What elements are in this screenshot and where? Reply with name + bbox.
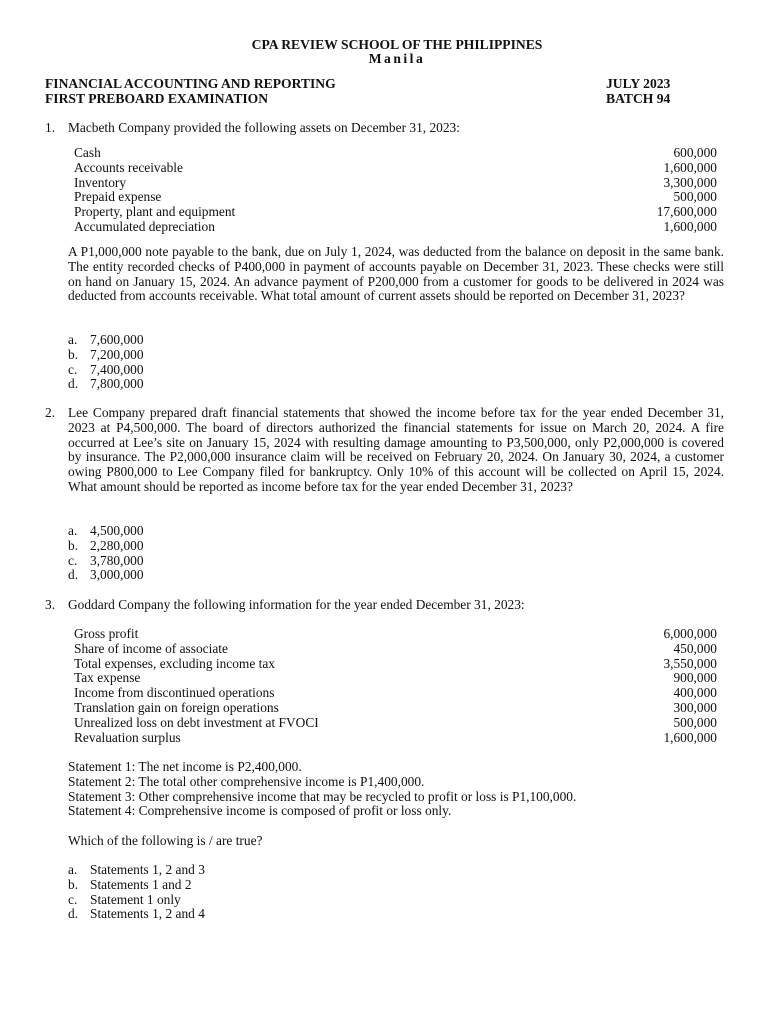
item-row [74,731,717,746]
question-number: 1. [45,120,56,135]
option-letter: c. [68,891,78,907]
item-label: Accounts receivable [74,159,183,175]
option-text: 4,500,000 [90,523,144,538]
item-value: 3,550,000 [663,655,717,671]
question-number: 3. [45,597,56,612]
option-text: Statements 1, 2 and 3 [90,862,205,877]
school-city: Manila [368,51,426,66]
option-letter: c. [68,552,78,568]
item-row [74,205,717,220]
answer-option[interactable] [68,554,144,569]
item-row [74,176,717,191]
item-value: 600,000 [673,145,717,160]
option-letter: c. [68,361,78,377]
statement: Statement 4: Comprehensive income is composed of profit or loss only. [68,803,452,819]
item-label: Unrealized loss on debt investment at FVOCI [74,714,319,730]
item-row [74,686,717,701]
option-text: Statements 1 and 2 [90,876,192,892]
statement: Statement 3: Other comprehensive income that may be recycled to profit or loss is P1,100,000. [68,788,577,804]
exam-header-right [606,77,670,107]
statement: Statement 2: The total other comprehensive income is P1,400,000. [68,773,425,789]
question-1-items [74,146,717,235]
option-letter: b. [68,876,79,892]
item-value: 1,600,000 [663,159,717,175]
answer-option[interactable] [68,907,205,922]
option-text: Statement 1 only [90,891,181,907]
item-label: Income from discontinued operations [74,685,275,701]
item-label: Total expenses, excluding income tax [74,655,275,671]
option-letter: a. [68,332,78,347]
question-number: 2. [45,405,56,420]
option-text: 7,400,000 [90,361,144,377]
question-3-prompt: Which of the following is / are true? [68,833,263,848]
option-text: 7,200,000 [90,346,144,362]
item-row [74,161,717,176]
option-text: 2,280,000 [90,537,144,553]
answer-option[interactable] [68,863,205,878]
question-2-options [68,524,144,583]
item-row [74,190,717,205]
item-value: 17,600,000 [656,204,717,220]
answer-option[interactable] [68,878,205,893]
question-1-options [68,333,144,392]
answer-option[interactable] [68,333,144,348]
item-value: 400,000 [673,685,717,701]
item-row [74,642,717,657]
item-value: 300,000 [673,699,717,715]
item-label: Gross profit [74,626,139,641]
item-label: Inventory [74,174,127,190]
option-text: 7,600,000 [90,332,144,347]
item-value: 900,000 [673,670,717,686]
option-text: 7,800,000 [90,376,144,392]
question-3-statements [68,760,724,819]
question-text: Lee Company prepared draft financial statements that showed the income before tax for the year ended December 31, 2023 at P4,500,000. The board of directors authorized the financial statements for issue on March 20, 2024. A fire occurred at Lee’s site on January 15, 2024 with resulting damage amounting to P3,500,000, only P2,000,000 is covered by insurance. The P2,000,000 insurance claim will be received on February 20, 2024. On January 30, 2024, a customer owing P800,000 to Lee Company filed for bankruptcy. Only 10% of this account will be collected on April 15, 2024. What amount should be reported as income before tax for the year ended December 31, 2023? [68,405,724,494]
question-1-body: A P1,000,000 note payable to the bank, due on July 1, 2024, was deducted from the balance on deposit in the same bank. The entity recorded checks of P400,000 in payment of accounts payable on December 31, 2023. These checks were still on hand on January 15, 2024. An advance payment of P200,000 from a customer for goods to be delivered in 2024 was deducted from accounts receivable. What total amount of current assets should be reported on December 31, 2023? [68,244,724,304]
question-text: Goddard Company the following information for the year ended December 31, 2023: [68,597,525,612]
subject-title: FINANCIAL ACCOUNTING AND REPORTING [45,76,336,91]
item-row [74,657,717,672]
item-row [74,220,717,235]
item-label: Cash [74,145,101,160]
item-label: Revaluation surplus [74,729,181,745]
option-letter: b. [68,346,79,362]
question-text: Macbeth Company provided the following assets on December 31, 2023: [68,120,460,135]
item-value: 500,000 [673,189,717,205]
item-label: Accumulated depreciation [74,218,215,234]
item-value: 3,300,000 [663,174,717,190]
exam-batch: BATCH 94 [606,91,671,106]
item-label: Prepaid expense [74,189,162,205]
answer-option[interactable] [68,363,144,378]
answer-option[interactable] [68,524,144,539]
item-label: Property, plant and equipment [74,204,236,220]
item-value: 1,600,000 [663,729,717,745]
item-row [74,146,717,161]
answer-option[interactable] [68,568,144,583]
statement: Statement 1: The net income is P2,400,000. [68,759,302,774]
item-row [74,716,717,731]
school-name: CPA REVIEW SCHOOL OF THE PHILIPPINES [251,37,543,52]
option-letter: d. [68,376,79,392]
question-3-items [74,627,717,745]
item-value: 500,000 [673,714,717,730]
option-text: 3,000,000 [90,567,144,583]
option-text: 3,780,000 [90,552,144,568]
exam-title: FIRST PREBOARD EXAMINATION [45,91,269,106]
option-letter: d. [68,567,79,583]
option-letter: a. [68,523,78,538]
answer-option[interactable] [68,893,205,908]
option-letter: b. [68,537,79,553]
item-value: 6,000,000 [663,626,717,641]
item-row [74,701,717,716]
item-value: 1,600,000 [663,218,717,234]
item-label: Share of income of associate [74,640,228,656]
item-row [74,627,717,642]
exam-date: JULY 2023 [606,76,671,91]
item-label: Tax expense [74,670,141,686]
option-letter: a. [68,862,78,877]
answer-option[interactable] [68,539,144,554]
answer-option[interactable] [68,348,144,363]
item-row [74,671,717,686]
item-value: 450,000 [673,640,717,656]
item-label: Translation gain on foreign operations [74,699,279,715]
option-letter: d. [68,906,79,922]
question-3-options [68,863,205,922]
option-text: Statements 1, 2 and 4 [90,906,205,922]
exam-header-left [45,77,336,107]
answer-option[interactable] [68,377,144,392]
